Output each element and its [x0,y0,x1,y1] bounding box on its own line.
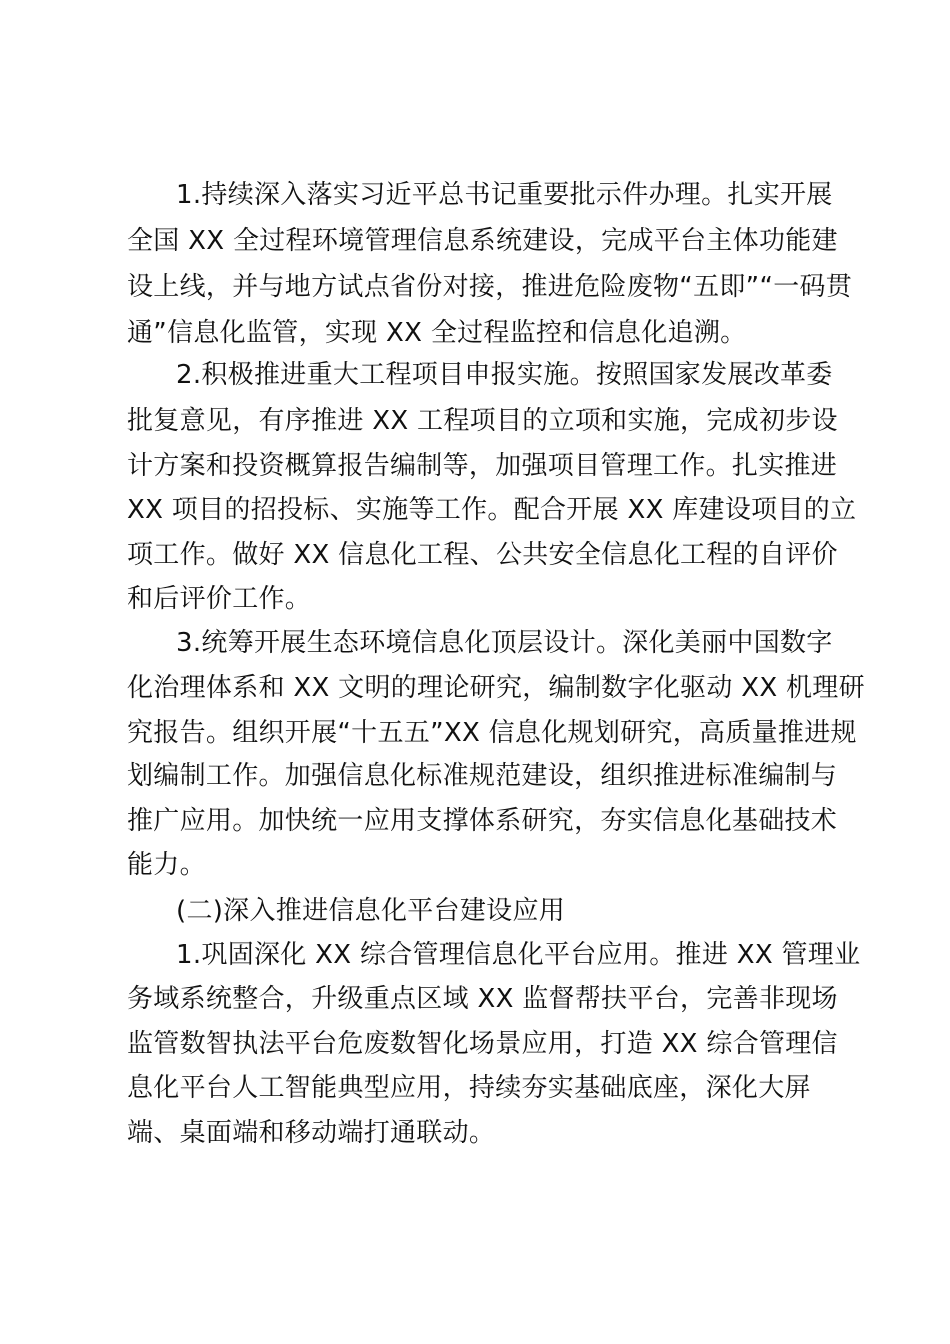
paragraph-3-line-5: 推广应用。加快统一应用支撑体系研究，夯实信息化基础技术 [127,806,838,836]
paragraph-2-line-4: XX 项目的招投标、实施等工作。配合开展 XX 库建设项目的立 [127,495,857,525]
paragraph-3-line-2: 化治理体系和 XX 文明的理论研究，编制数字化驱动 XX 机理研 [127,673,865,703]
paragraph-2-line-2: 批复意见，有序推进 XX 工程项目的立项和实施，完成初步设 [127,406,838,436]
paragraph-3-line-3: 究报告。组织开展“十五五”XX 信息化规划研究，高质量推进规 [127,718,857,748]
paragraph-2-line-1: 2.积极推进重大工程项目申报实施。按照国家发展改革委 [176,360,833,390]
section-heading: (二)深入推进信息化平台建设应用 [176,896,566,926]
paragraph-2-line-3: 计方案和投资概算报告编制等，加强项目管理工作。扎实推进 [127,451,838,481]
paragraph-3-line-1: 3.统筹开展生态环境信息化顶层设计。深化美丽中国数字 [176,628,833,658]
paragraph-4-line-1: 1.巩固深化 XX 综合管理信息化平台应用。推进 XX 管理业 [176,940,861,970]
paragraph-2-line-6: 和后评价工作。 [127,584,312,614]
paragraph-2-line-5: 项工作。做好 XX 信息化工程、公共安全信息化工程的自评价 [127,540,838,570]
paragraph-4-line-4: 息化平台人工智能典型应用，持续夯实基础底座，深化大屏 [127,1073,811,1103]
paragraph-1-line-1: 1.持续深入落实习近平总书记重要批示件办理。扎实开展 [176,180,833,210]
paragraph-4-line-3: 监管数智执法平台危废数智化场景应用，打造 XX 综合管理信 [127,1029,838,1059]
paragraph-3-line-6: 能力。 [127,850,206,880]
paragraph-1-line-2: 全国 XX 全过程环境管理信息系统建设，完成平台主体功能建 [127,226,838,256]
paragraph-4-line-5: 端、桌面端和移动端打通联动。 [127,1118,496,1148]
paragraph-1-line-4: 通”信息化监管，实现 XX 全过程监控和信息化追溯。 [127,318,747,348]
paragraph-4-line-2: 务域系统整合，升级重点区域 XX 监督帮扶平台，完善非现场 [127,984,838,1014]
paragraph-1-line-3: 设上线，并与地方试点省份对接，推进危险废物“五即”“一码贯 [127,272,853,302]
paragraph-3-line-4: 划编制工作。加强信息化标准规范建设，组织推进标准编制与 [127,761,838,791]
